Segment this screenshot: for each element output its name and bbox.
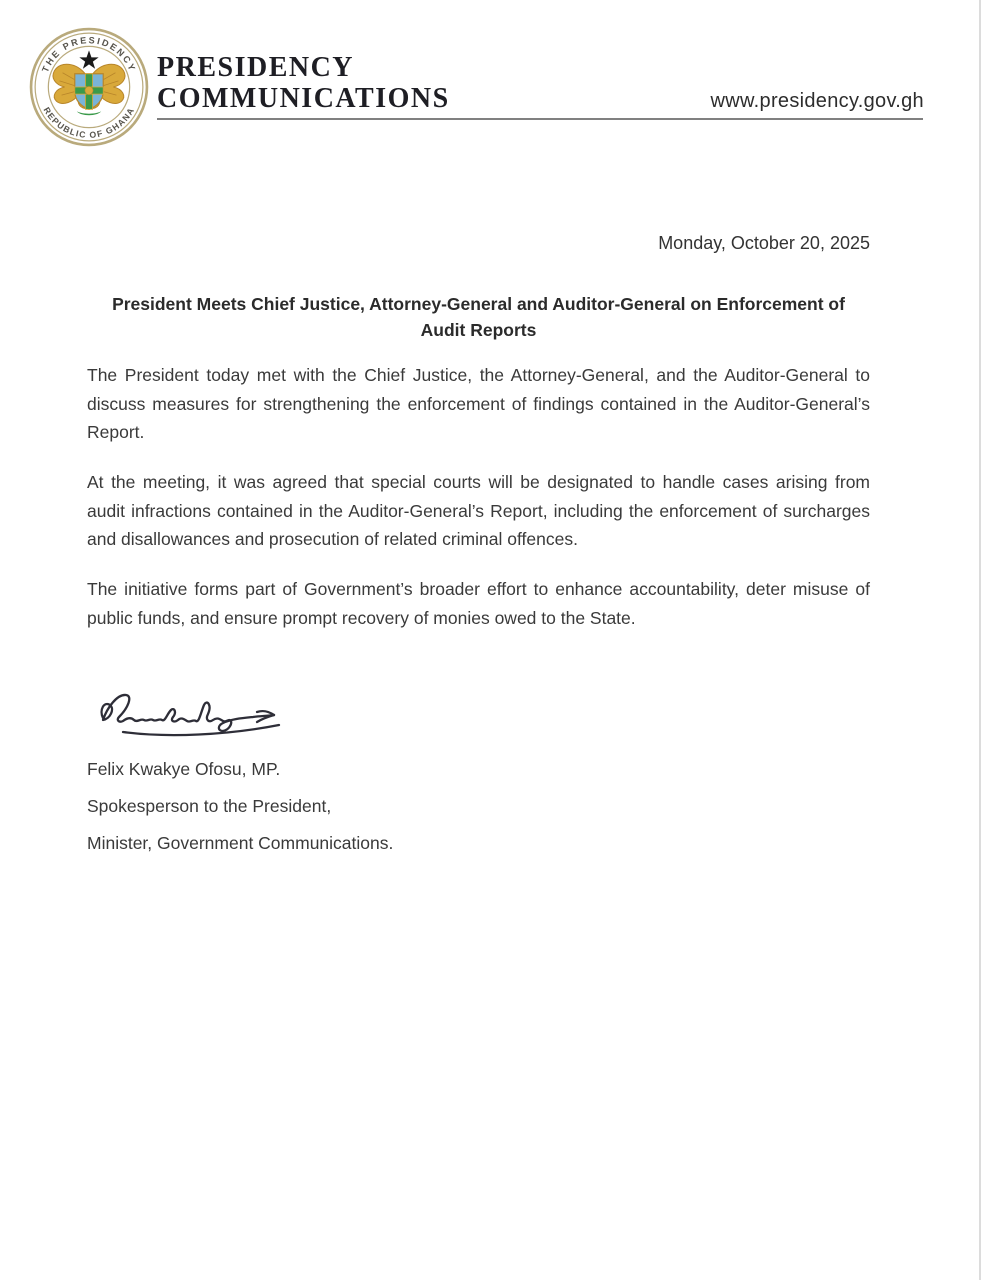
seal-top-text: THE PRESIDENCY — [40, 35, 138, 74]
paragraph-2: At the meeting, it was agreed that special courts will be designated to handle cases arising from audit infractions contained in the Auditor-General’s Report, including the enforcement of surcharges and disallowances and prosecution of related criminal offences. — [87, 472, 870, 549]
signoff-name: Felix Kwakye Ofosu, MP. — [87, 759, 281, 779]
signature-image — [93, 686, 293, 744]
website-url: www.presidency.gov.gh — [710, 90, 924, 112]
paragraph-3: The initiative forms part of Government’s broader effort to enhance accountability, deter misuse of public funds, and ensure prompt recovery of monies owed to the State. — [87, 579, 870, 628]
document-title: President Meets Chief Justice, Attorney-General and Auditor-General on Enforcement of Audit Reports — [112, 294, 845, 340]
presidency-seal-logo — [28, 26, 150, 148]
black-star-icon — [79, 50, 98, 68]
seal-base — [77, 111, 101, 115]
org-name-line1: PRESIDENCY — [157, 52, 355, 83]
org-name — [157, 52, 450, 114]
org-name-line2: COMMUNICATIONS — [157, 83, 450, 114]
signoff-role-line1: Spokesperson to the President, — [87, 796, 332, 816]
signoff-role-line2: Minister, Government Communications. — [87, 833, 394, 853]
document-date: Monday, October 20, 2025 — [658, 233, 870, 253]
header-divider-line — [157, 118, 923, 120]
seal-bottom-text: REPUBLIC OF GHANA — [41, 105, 137, 140]
coat-of-arms — [53, 50, 125, 115]
paragraph-1: The President today met with the Chief Justice, the Attorney-General, and the Auditor-General to discuss measures for strengthening the enforcement of findings contained in the Auditor-General’s Report. — [87, 365, 870, 442]
scan-edge-line — [979, 0, 981, 1280]
